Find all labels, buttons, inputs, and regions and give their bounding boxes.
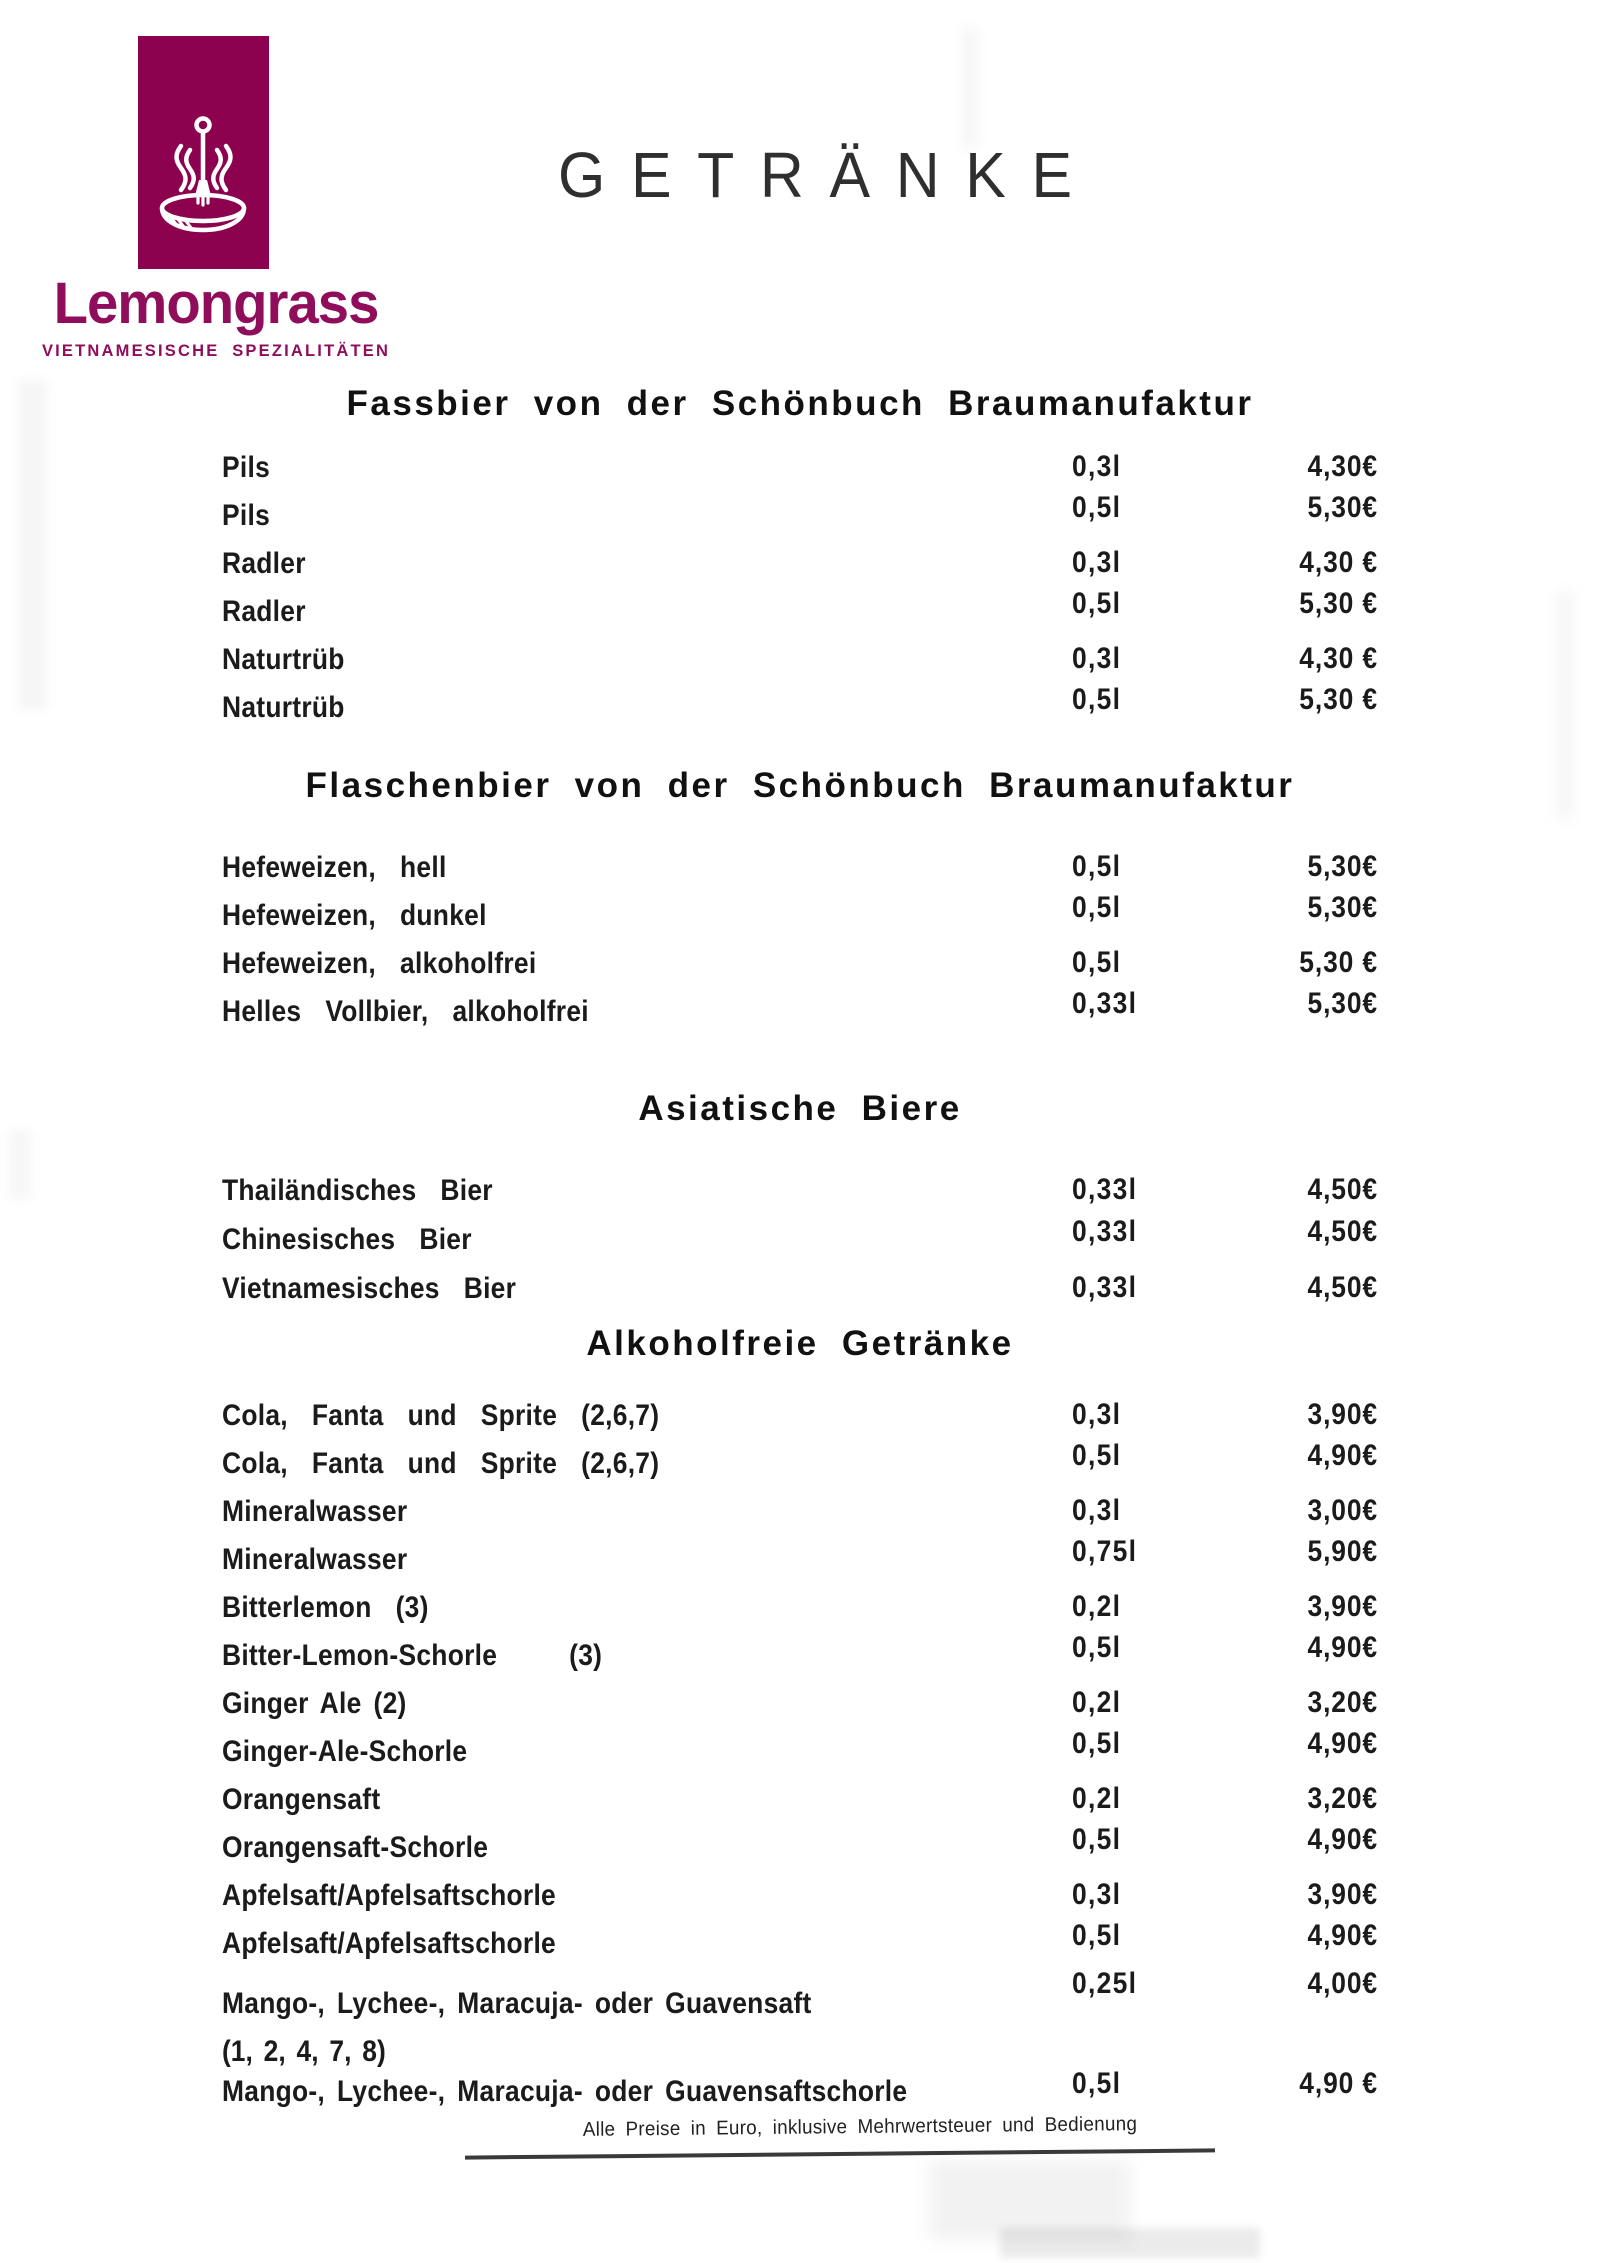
section-title: Flaschenbier von der Schönbuch Braumanufaktur [305,766,1295,805]
item-price: 3,00€ [1307,1494,1378,1527]
menu-item-row [222,643,1378,691]
menu-item-row [222,1535,1378,1591]
menu-item-row [222,1823,1378,1879]
menu-item-row [222,1783,1378,1831]
item-name-text: Ginger-Ale-Schorle [222,1735,468,1768]
section-title: Asiatische Biere [638,1089,962,1128]
item-quantity: 0,5l [1072,1631,1122,1664]
item-name [222,1495,1072,1529]
item-name [222,1687,1072,1721]
item-name [222,691,1072,725]
menu-section [222,383,1378,739]
item-quantity: 0,3l [1072,1878,1122,1911]
item-quantity: 0,5l [1072,683,1122,716]
item-price: 4,90€ [1307,1439,1378,1472]
menu-item-row [222,683,1378,739]
section-title: Alkoholfreie Getränke [586,1324,1014,1363]
item-name [222,1174,1072,1208]
logo-text-block [28,270,404,361]
item-name-text: Mineralwasser [222,1543,408,1576]
item-quantity: 0,5l [1072,2067,1122,2100]
menu-item-row [222,1399,1378,1447]
item-name [222,1879,1072,1913]
footer-underline [465,2148,1215,2159]
item-quantity: 0,5l [1072,1919,1122,1952]
item-name [222,499,1072,533]
menu-item-row [222,1495,1378,1543]
item-quantity: 0,33l [1072,1173,1138,1206]
menu-item-row [222,947,1378,995]
item-name-text: Naturtrüb [222,691,345,724]
logo [138,36,269,269]
item-name [222,1783,1072,1817]
item-name-text: Bitter-Lemon-Schorle (3) [222,1639,603,1672]
item-price: 4,90€ [1307,1631,1378,1664]
item-name-text: Mineralwasser [222,1495,408,1528]
item-name [222,1543,1072,1577]
item-quantity: 0,5l [1072,491,1122,524]
menu-item-row [222,491,1378,547]
item-name-text: Orangensaft-Schorle [222,1831,489,1864]
menu-item-row [222,1591,1378,1639]
item-price: 4,90 € [1299,2067,1378,2100]
footer-note: Alle Preise in Euro, inklusive Mehrwertsteuer und Bedienung [582,2113,1138,2141]
section-rows [222,451,1378,739]
item-price: 5,90€ [1307,1535,1378,1568]
menu-item-row [222,547,1378,595]
item-name-text: Ginger Ale (2) [222,1687,407,1720]
scan-artifact [1000,2228,1260,2258]
item-price: 5,30 € [1299,683,1378,716]
item-quantity: 0,3l [1072,546,1122,579]
item-name [222,595,1072,629]
menu-item-row [222,1631,1378,1687]
item-name [222,1831,1072,1865]
item-name [222,899,1072,933]
item-price: 5,30€ [1307,891,1378,924]
item-name [222,451,1072,485]
item-quantity: 0,3l [1072,450,1122,483]
item-name [222,1639,1072,1673]
menu-item-row [222,1439,1378,1495]
item-name-text: Pils [222,451,271,484]
item-name [222,1975,1072,2069]
item-name-text: Thailändisches Bier [222,1174,493,1207]
page-title: GETRÄNKE [558,139,1098,211]
item-name-text: Naturtrüb [222,643,345,676]
item-name-text: Pils [222,499,271,532]
item-price: 4,50€ [1307,1271,1378,1304]
menu-item-row [222,1272,1378,1321]
item-name [222,1399,1072,1433]
item-name-text: Cola, Fanta und Sprite (2,6,7) [222,1447,660,1480]
item-name-text: Hefeweizen, hell [222,851,447,884]
item-price: 3,90€ [1307,1398,1378,1431]
menu-item-row [222,1919,1378,1975]
item-name-text: Bitterlemon (3) [222,1591,429,1624]
section-rows [222,1174,1378,1321]
item-quantity: 0,3l [1072,1494,1122,1527]
item-price: 4,50€ [1307,1173,1378,1206]
item-name-text: Radler [222,547,306,580]
section-rows [222,1399,1378,2123]
menu-item-row [222,1727,1378,1783]
logo-wordmark: Lemongrass [53,271,379,336]
item-quantity: 0,33l [1072,1271,1138,1304]
logo-tagline: VIETNAMESISCHE SPEZIALITÄTEN [41,342,391,360]
section-rows [222,851,1378,1043]
item-name [222,1272,1072,1306]
item-quantity: 0,5l [1072,946,1122,979]
item-name [222,1927,1072,1961]
item-name-text: Apfelsaft/Apfelsaftschorle [222,1879,557,1912]
fork-steam-plate-icon [138,36,269,269]
item-name-text: Vietnamesisches Bier [222,1272,517,1305]
item-price: 5,30€ [1307,491,1378,524]
item-price: 3,90€ [1307,1878,1378,1911]
item-quantity: 0,5l [1072,1727,1122,1760]
scan-artifact [18,380,48,710]
scan-artifact [1556,590,1574,820]
menu-section [222,1323,1378,2123]
item-price: 4,00€ [1307,1967,1378,2000]
item-quantity: 0,3l [1072,1398,1122,1431]
scan-artifact [930,2160,1130,2240]
item-price: 4,90€ [1307,1823,1378,1856]
item-price: 5,30 € [1299,587,1378,620]
menu-item-row [222,1879,1378,1927]
item-name [222,947,1072,981]
menu-item-row [222,1174,1378,1223]
item-name [222,851,1072,885]
item-quantity: 0,33l [1072,987,1138,1020]
item-price: 3,20€ [1307,1686,1378,1719]
item-quantity: 0,25l [1072,1967,1138,2000]
item-quantity: 0,33l [1072,1215,1138,1248]
item-name-text: Mango-, Lychee-, Maracuja- oder Guavensaft [222,1987,812,2020]
item-name [222,1735,1072,1769]
menu-item-row [222,1687,1378,1735]
item-price: 4,90€ [1307,1919,1378,1952]
section-title: Fassbier von der Schönbuch Braumanufaktur [346,384,1254,423]
menu-item-row [222,587,1378,643]
menu-section [222,1088,1378,1321]
item-quantity: 0,2l [1072,1686,1122,1719]
item-name-text: Chinesisches Bier [222,1223,472,1256]
menu-sections [222,383,1378,2123]
item-price: 5,30 € [1299,946,1378,979]
item-name [222,995,1072,1029]
scan-artifact [963,28,977,148]
item-quantity: 0,5l [1072,850,1122,883]
item-name-text: Mango-, Lychee-, Maracuja- oder Guavensaftschorle [222,2075,908,2108]
item-name [222,1223,1072,1257]
item-quantity: 0,3l [1072,642,1122,675]
menu-item-row [222,1215,1378,1272]
item-name-text: Radler [222,595,306,628]
menu-section [222,765,1378,1043]
item-quantity: 0,2l [1072,1782,1122,1815]
item-price: 3,90€ [1307,1590,1378,1623]
item-price: 5,30€ [1307,987,1378,1020]
item-name [222,1447,1072,1481]
menu-item-row [222,1967,1378,2075]
item-price: 4,90€ [1307,1727,1378,1760]
item-name-text: Hefeweizen, dunkel [222,899,487,932]
scan-artifact [8,1130,32,1200]
item-name [222,1591,1072,1625]
item-name-text: Orangensaft [222,1783,381,1816]
item-name [222,643,1072,677]
item-name-text: Hefeweizen, alkoholfrei [222,947,537,980]
item-price: 5,30€ [1307,850,1378,883]
item-price: 4,50€ [1307,1215,1378,1248]
item-quantity: 0,5l [1072,587,1122,620]
item-quantity: 0,5l [1072,891,1122,924]
item-name-text: Helles Vollbier, alkoholfrei [222,995,589,1028]
menu-item-row [222,891,1378,947]
menu-item-row [222,987,1378,1043]
item-name [222,2075,1072,2109]
item-quantity: 0,5l [1072,1439,1122,1472]
item-price: 4,30 € [1299,546,1378,579]
item-name [222,547,1072,581]
item-quantity: 0,75l [1072,1535,1138,1568]
item-quantity: 0,2l [1072,1590,1122,1623]
item-price: 3,20€ [1307,1782,1378,1815]
item-price: 4,30 € [1299,642,1378,675]
item-name-text: Apfelsaft/Apfelsaftschorle [222,1927,557,1960]
item-quantity: 0,5l [1072,1823,1122,1856]
menu-item-row [222,451,1378,499]
item-name-text: Cola, Fanta und Sprite (2,6,7) [222,1399,660,1432]
menu-item-row [222,851,1378,899]
item-allergen-note: (1, 2, 4, 7, 8) [222,2035,386,2068]
item-price: 4,30€ [1307,450,1378,483]
